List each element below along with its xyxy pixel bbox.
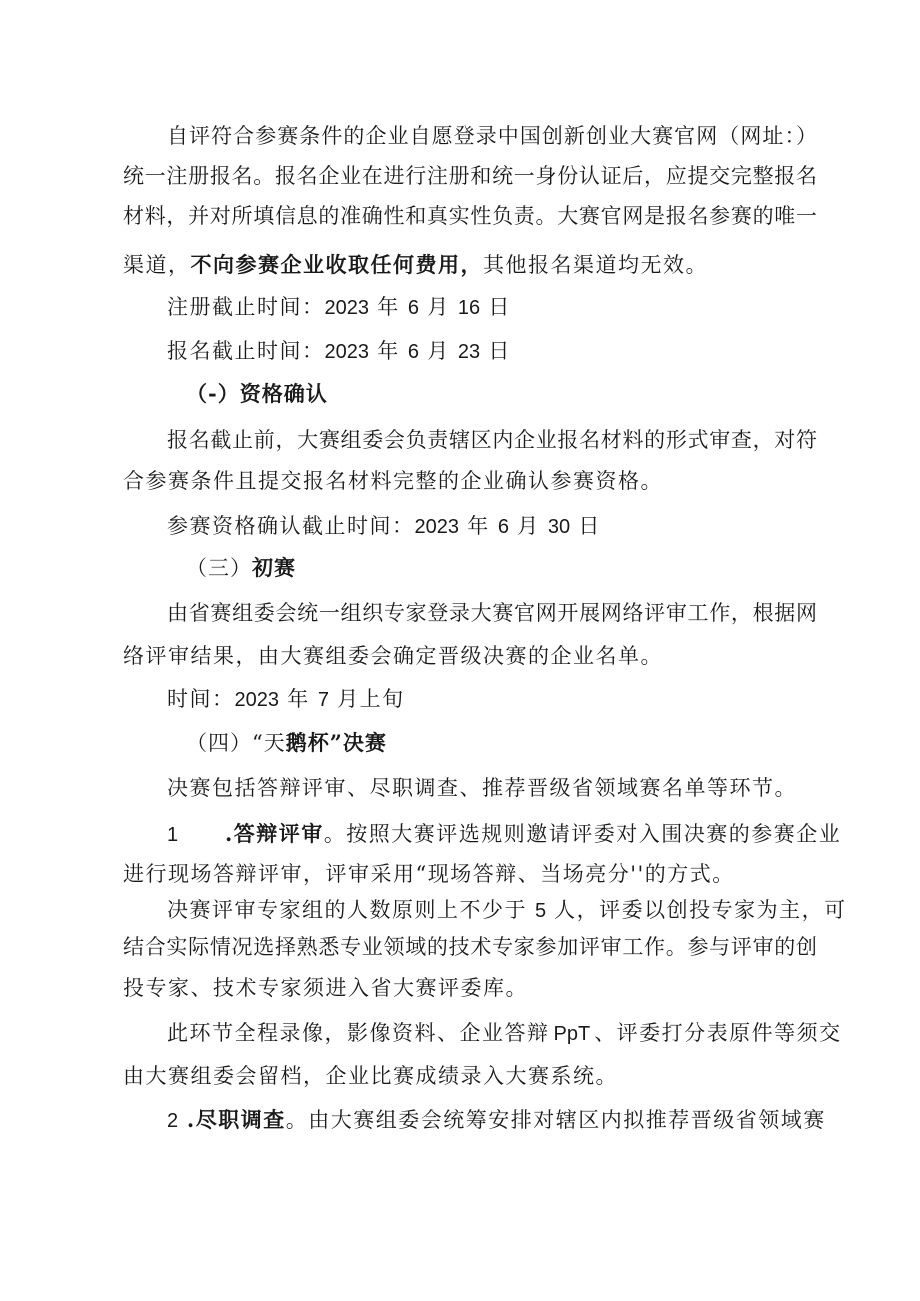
- no-fee-notice: 不向参赛企业收取任何费用，: [190, 252, 483, 277]
- paragraph-5-line-1: [167, 895, 847, 926]
- paragraph-4: 决赛包括答辩评审、尽职调查、推荐晋级省领域赛名单等环节。: [167, 776, 797, 800]
- signup-deadline: [167, 336, 511, 367]
- paragraph-6-line-1: [167, 1018, 842, 1049]
- month-unit: 月: [427, 295, 450, 319]
- paragraph-5-line-1-start: 决赛评审专家组的人数原则上不少于: [167, 898, 527, 922]
- paragraph-3-line-1: 由省赛组委会统一组织专家登录大赛官网开展网络评审工作，根据网: [167, 601, 817, 625]
- preliminary-time-year: 2023: [234, 689, 279, 711]
- month-unit: 月: [427, 339, 450, 363]
- paragraph-2-line-2: 合参赛条件且提交报名材料完整的企业确认参赛资格。: [123, 469, 663, 493]
- paragraph-3-line-2: 络评审结果，由大赛组委会确定晋级决赛的企业名单。: [123, 644, 663, 668]
- preliminary-time-rest: 月上旬: [337, 687, 405, 711]
- year-unit: 年: [377, 339, 400, 363]
- heading-number: （三）: [186, 556, 252, 580]
- item-1-text: 。按照大赛评选规则邀请评委对入围决赛的参赛企业: [323, 822, 842, 846]
- year-unit: 年: [377, 295, 400, 319]
- registration-deadline: [167, 292, 511, 323]
- paragraph-2-line-1: 报名截止前，大赛组委会负责辖区内企业报名材料的形式审查，对符: [167, 428, 817, 452]
- qualification-deadline-year: 2023: [414, 516, 459, 538]
- expert-count: 5: [535, 900, 547, 922]
- preliminary-time-label: 时间：: [167, 687, 235, 711]
- day-unit: 日: [578, 514, 601, 538]
- qualification-deadline-label: 参赛资格确认截止时间：: [167, 514, 415, 538]
- item-2-title: .尽职调查: [178, 1107, 286, 1132]
- paragraph-1-line-1: 自评符合参赛条件的企业自愿登录中国创新创业大赛官网（网址：）: [167, 124, 817, 148]
- preliminary-time-month: 7: [317, 689, 329, 711]
- paragraph-6-line-1-start: 此环节全程录像，影像资料、企业答辩: [167, 1021, 550, 1045]
- signup-deadline-label: 报名截止时间：: [167, 339, 325, 363]
- paragraph-6-line-1-end: 、评委打分表原件等须交: [594, 1021, 842, 1045]
- section-heading-preliminary: [186, 553, 296, 583]
- month-unit: 月: [517, 514, 540, 538]
- section-heading-final: [186, 728, 387, 758]
- paragraph-1-line-4-end: 其他报名渠道均无效。: [483, 253, 708, 277]
- section-heading-qualification: （-）资格确认: [186, 381, 328, 406]
- day-unit: 日: [488, 295, 511, 319]
- registration-deadline-label: 注册截止时间：: [167, 295, 325, 319]
- heading-number: （四）“天: [186, 731, 286, 755]
- paragraph-1-line-2: 统一注册报名。报名企业在进行注册和统一身份认证后，应提交完整报名: [123, 164, 817, 188]
- item-2-text: 。由大赛组委会统筹安排对辖区内拟推荐晋级省领域赛: [285, 1108, 826, 1132]
- registration-deadline-month: 6: [407, 297, 419, 319]
- signup-deadline-month: 6: [407, 341, 419, 363]
- ppt-text: PpT: [553, 1023, 591, 1045]
- item-1-number: 1: [167, 824, 179, 846]
- paragraph-5-line-2: 结合实际情况选择熟悉专业领域的技术专家参加评审工作。参与评审的创: [123, 935, 817, 959]
- day-unit: 日: [488, 339, 511, 363]
- preliminary-time: [167, 684, 405, 715]
- paragraph-5-line-3: 投专家、技术专家须进入省大赛评委库。: [123, 976, 528, 1000]
- paragraph-1-line-4-start: 渠道，: [123, 253, 191, 277]
- signup-deadline-day: 23: [457, 341, 481, 363]
- item-1-line-2: 进行现场答辩评审，评审采用“现场答辩、当场亮分''的方式。: [123, 862, 735, 886]
- paragraph-1-line-4: [123, 250, 708, 280]
- year-unit: 年: [287, 687, 310, 711]
- paragraph-1-line-3: 材料，并对所填信息的准确性和真实性负责。大赛官网是报名参赛的唯一: [123, 204, 817, 228]
- registration-deadline-day: 16: [457, 297, 481, 319]
- qualification-deadline: [167, 511, 601, 542]
- year-unit: 年: [467, 514, 490, 538]
- item-1-line-1: [167, 819, 841, 850]
- item-2-number: 2: [167, 1110, 179, 1132]
- registration-deadline-year: 2023: [324, 297, 369, 319]
- item-1-title: .答辩评审: [225, 821, 324, 846]
- paragraph-5-line-1-end: 人，评委以创投专家为主，可: [554, 898, 847, 922]
- qualification-deadline-month: 6: [497, 516, 509, 538]
- paragraph-6-line-2: 由大赛组委会留档，企业比赛成绩录入大赛系统。: [123, 1064, 618, 1088]
- heading-title: 初赛: [252, 555, 296, 580]
- signup-deadline-year: 2023: [324, 341, 369, 363]
- qualification-deadline-day: 30: [547, 516, 571, 538]
- heading-title: 鹅杯”决赛: [285, 730, 387, 755]
- item-2-line-1: [167, 1105, 826, 1136]
